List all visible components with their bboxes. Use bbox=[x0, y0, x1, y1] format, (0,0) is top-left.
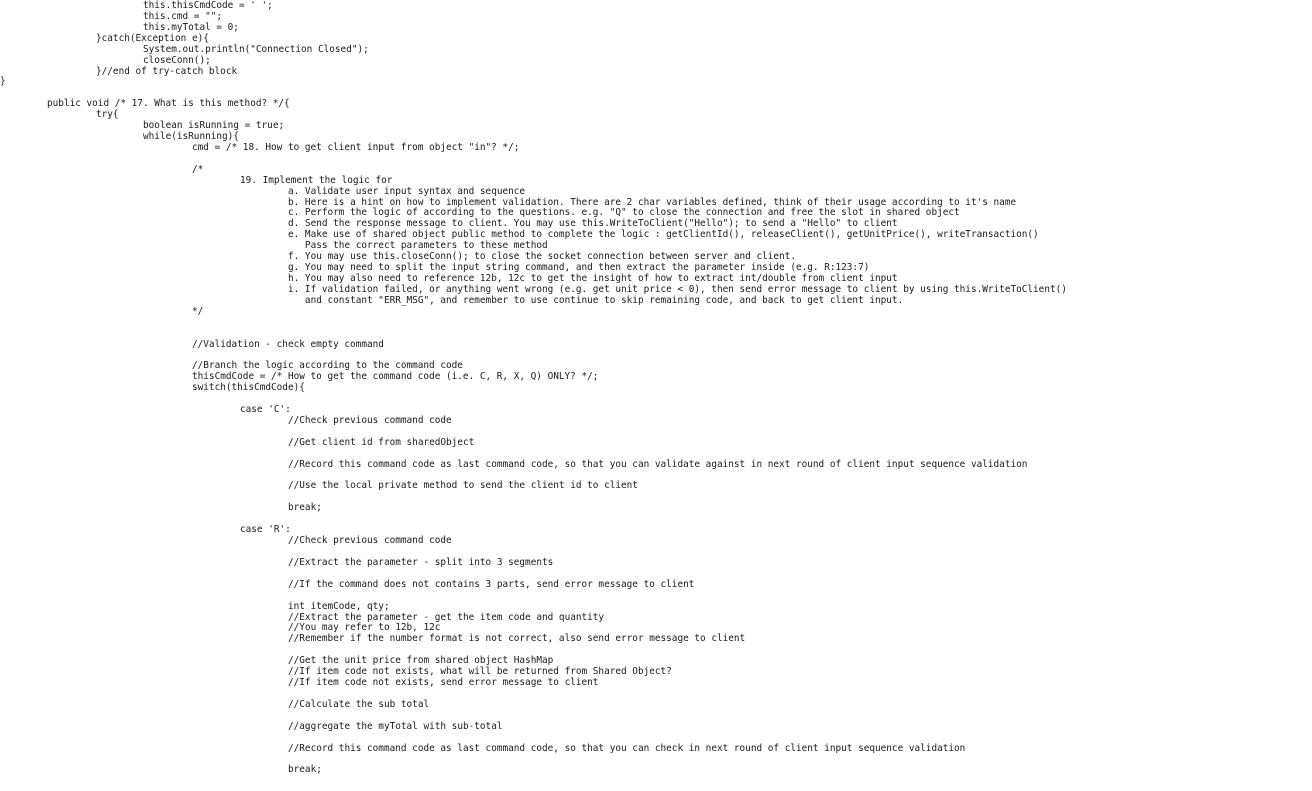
code-line: case 'R': bbox=[240, 524, 291, 536]
code-line: this.myTotal = 0; bbox=[143, 21, 239, 33]
code-line: b. Here is a hint on how to implement validation. There are 2 char variables defined, think of their usage according to it's name bbox=[288, 196, 1017, 208]
code-line: /* bbox=[192, 163, 204, 175]
code-line: closeConn(); bbox=[143, 54, 211, 66]
code-line: //Remember if the number format is not correct, also send error message to client bbox=[288, 633, 746, 645]
code-line: //Validation - check empty command bbox=[192, 338, 384, 350]
code-line: this.thisCmdCode = ' '; bbox=[143, 0, 273, 11]
code-line: //Calculate the sub total bbox=[288, 698, 430, 710]
code-line: //aggregate the myTotal with sub-total bbox=[288, 720, 503, 732]
code-line: */ bbox=[192, 305, 204, 317]
code-line: System.out.println("Connection Closed"); bbox=[143, 43, 369, 55]
code-line: switch(thisCmdCode){ bbox=[192, 382, 305, 394]
code-line: h. You may also need to reference 12b, 12c to get the insight of how to extract int/double from client input bbox=[288, 273, 898, 284]
code-line: f. You may use this.closeConn(); to close the socket connection between server and client. bbox=[288, 251, 796, 263]
code-line: int itemCode, qty; bbox=[288, 600, 390, 612]
code-line: while(isRunning){ bbox=[143, 131, 239, 143]
code-line: d. Send the response message to client. You may use this.WriteToClient("Hello"); to send a "Hello" to client bbox=[288, 218, 898, 230]
code-line: //Get client id from sharedObject bbox=[288, 436, 475, 448]
code-line: g. You may need to split the input string command, and then extract the parameter inside (e.g. R:123:7) bbox=[288, 262, 870, 274]
code-line: c. Perform the logic of according to the questions. e.g. "Q" to close the connection and free the slot in shared object bbox=[288, 207, 960, 219]
code-line: //Branch the logic according to the command code bbox=[192, 360, 463, 372]
code-line: //Check previous command code bbox=[288, 414, 452, 426]
code-line: //Get the unit price from shared object HashMap bbox=[288, 655, 554, 667]
code-line: case 'C': bbox=[240, 404, 291, 416]
code-line: //If item code not exists, send error message to client bbox=[288, 677, 599, 689]
code-line: and constant "ERR_MSG", and remember to use continue to skip remaining code, and back to get client input. bbox=[288, 294, 904, 306]
code-line: //Check previous command code bbox=[288, 535, 452, 547]
code-line: cmd = /* 18. How to get client input from object "in"? */; bbox=[192, 141, 520, 153]
code-line: break; bbox=[288, 764, 322, 776]
code-line: //Record this command code as last command code, so that you can validate against in next round of client input sequence validation bbox=[288, 458, 1028, 470]
code-line: try{ bbox=[96, 109, 119, 121]
code-line: //Use the local private method to send the client id to client bbox=[288, 480, 638, 492]
code-line: }catch(Exception e){ bbox=[96, 32, 209, 44]
code-line: 19. Implement the logic for bbox=[240, 174, 393, 186]
code-line: thisCmdCode = /* How to get the command code (i.e. C, R, X, Q) ONLY? */; bbox=[192, 371, 599, 383]
code-line: Pass the correct parameters to these method bbox=[288, 240, 548, 252]
code-line: //If item code not exists, what will be returned from Shared Object? bbox=[288, 666, 672, 678]
code-line: boolean isRunning = true; bbox=[143, 120, 285, 132]
code-line: this.cmd = ""; bbox=[143, 10, 223, 22]
code-line: //Extract the parameter - split into 3 segments bbox=[288, 556, 554, 568]
code-line: //Record this command code as last command code, so that you can check in next round of client input sequence validation bbox=[288, 742, 966, 754]
code-line: } bbox=[0, 76, 6, 88]
code-line: public void /* 17. What is this method? */{ bbox=[47, 98, 290, 110]
code-line: a. Validate user input syntax and sequence bbox=[288, 185, 526, 197]
code-line: //If the command does not contains 3 parts, send error message to client bbox=[288, 578, 695, 590]
code-line: //You may refer to 12b, 12c bbox=[288, 622, 441, 634]
code-line: //Extract the parameter - get the item code and quantity bbox=[288, 611, 605, 623]
code-line: i. If validation failed, or anything went wrong (e.g. get unit price < 0), then send error message to client by using this.WriteToClient() bbox=[288, 283, 1067, 295]
code-line: e. Make use of shared object public method to complete the logic : getClientId(), releaseClient(), getUnitPrice(), writeTransaction() bbox=[288, 229, 1039, 241]
code-line: }//end of try-catch block bbox=[96, 65, 238, 77]
code-line: break; bbox=[288, 502, 322, 514]
